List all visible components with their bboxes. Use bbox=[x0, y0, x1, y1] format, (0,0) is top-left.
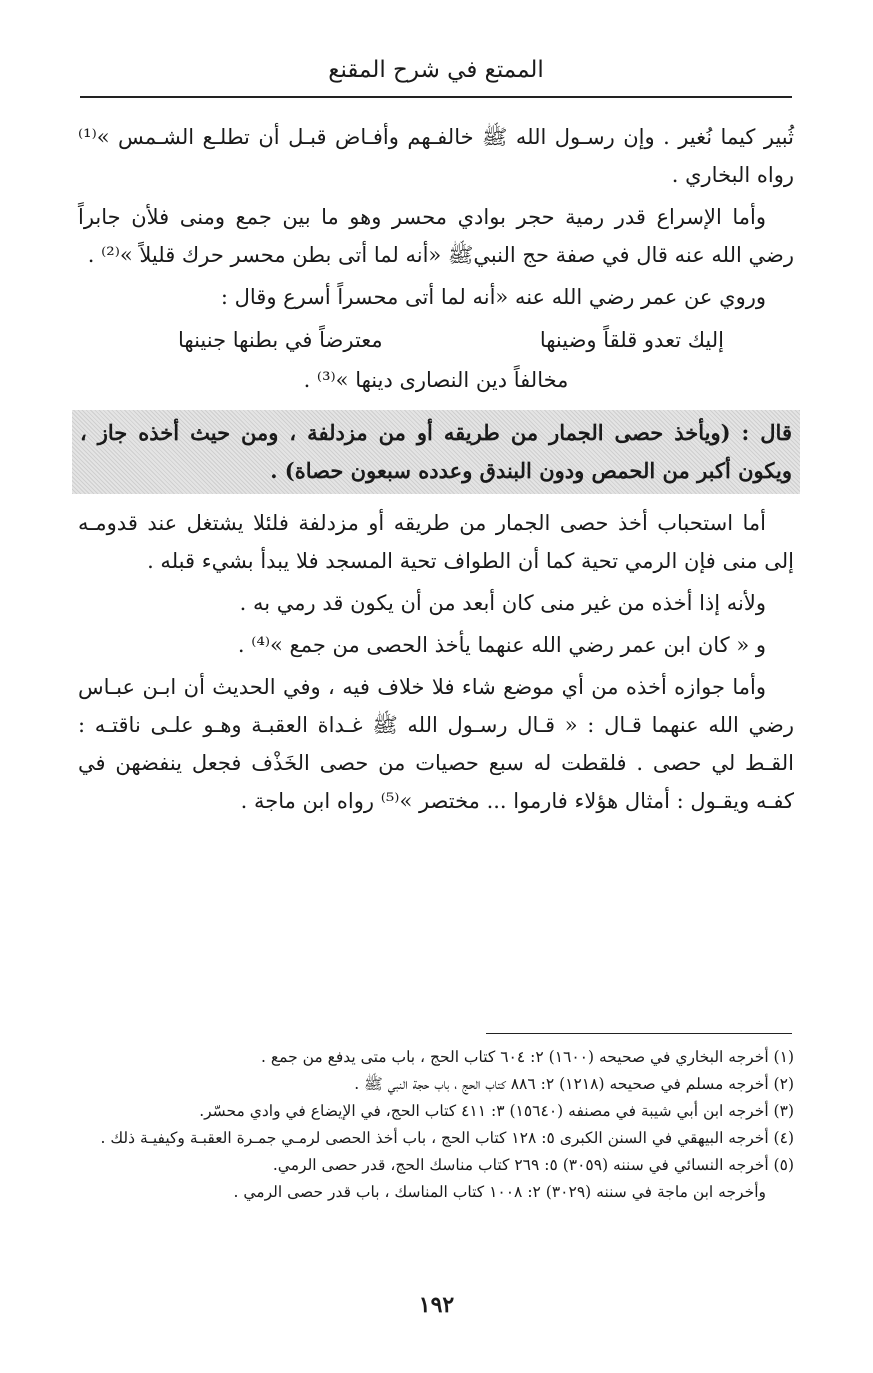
paragraph-1: ثُبير كيما نُغير . وإن رسـول الله ﷺ خالفـهم وأفـاض قبـل أن تطلـع الشـمس »⁽¹⁾ رواه البخاري . bbox=[78, 125, 794, 187]
footnote-4: (٤) أخرجه البيهقي في السنن الكبرى ٥: ١٢٨ كتاب الحج ، باب أخذ الحصى لرمـي جمـرة العقبـة وكيفيـة ذلك . bbox=[100, 1129, 794, 1147]
footnote-2: (٢) أخرجه مسلم في صحيحه (١٢١٨) ٢: ٨٨٦ كتاب الحج ، باب حجة النبي ﷺ . bbox=[354, 1075, 794, 1093]
matn-highlight: قال : (ويأخذ حصى الجمار من طريقه أو من مزدلفة ، ومن حيث أخذه جاز ، ويكون أكبر من الحمص ودون البندق وعدده سبعون حصاة) . bbox=[72, 410, 800, 494]
footnote-5-continued: وأخرجه ابن ماجة في سننه (٣٠٢٩) ٢: ١٠٠٨ كتاب المناسك ، باب قدر حصى الرمي . bbox=[233, 1183, 766, 1201]
footnote-5: (٥) أخرجه النسائي في سننه (٣٠٥٩) ٥: ٢٦٩ كتاب مناسك الحج، قدر حصى الرمي. bbox=[272, 1156, 794, 1174]
paragraph-4: أما استحباب أخذ حصى الجمار من طريقه أو مزدلفة فلئلا يشتغل عند قدومـه إلى منى فإن الرمي تحية كما أن الطواف تحية المسجد فلا يبدأ بشيء قبله . bbox=[78, 511, 794, 573]
page-number: ١٩٢ bbox=[418, 1292, 455, 1318]
paragraph-5: ولأنه إذا أخذه من غير منى كان أبعد من أن يكون قد رمي به . bbox=[239, 591, 766, 615]
footnote-rule bbox=[486, 1033, 792, 1034]
paragraph-2: وأما الإسراع قدر رمية حجر بوادي محسر وهو ما بين جمع ومنى فلأن جابراً رضي الله عنه قال في صفة حج النبيﷺ «أنه لما أتى بطن محسر حرك قليلاً »⁽²⁾ . bbox=[78, 205, 794, 267]
footnote-3: (٣) أخرجه ابن أبي شيبة في مصنفه (١٥٦٤٠) ٣: ٤١١ كتاب الحج، في الإيضاع في وادي محسّر. bbox=[199, 1102, 794, 1120]
main-text bbox=[78, 118, 794, 824]
running-header: الممتع في شرح المقنع bbox=[328, 57, 544, 83]
verse-line-2: مخالفاً دين النصارى دينها »⁽³⁾ . bbox=[303, 368, 569, 392]
header-rule bbox=[80, 96, 792, 98]
footnotes bbox=[78, 1044, 794, 1206]
paragraph-7: وأما جوازه أخذه من أي موضع شاء فلا خلاف فيه ، وفي الحديث أن ابـن عبـاس رضي الله عنهما قـال : « قـال رسـول الله ﷺ غـداة العقبـة وهـو علـى ناقتـه : القـط لي حصى . فلقطت له سبع حصيات من حصى الخَذْف فجعل ينفضهن في كفـه ويقـول : أمثال هؤلاء فارموا ... مختصر »⁽⁵⁾ رواه ابن ماجة . bbox=[78, 675, 794, 813]
verse-line-1 bbox=[78, 320, 794, 360]
paragraph-6: و « كان ابن عمر رضي الله عنهما يأخذ الحصى من جمع »⁽⁴⁾ . bbox=[237, 633, 766, 657]
paragraph-3: وروي عن عمر رضي الله عنه «أنه لما أتى محسراً أسرع وقال : bbox=[220, 285, 766, 309]
verse-hemistich-right: إليك تعدو قلقاً وضينها bbox=[539, 328, 724, 352]
verse-hemistich-left: معترضاً في بطنها جنينها bbox=[178, 328, 383, 352]
footnote-1: (١) أخرجه البخاري في صحيحه (١٦٠٠) ٢: ٦٠٤ كتاب الحج ، باب متى يدفع من جمع . bbox=[261, 1048, 794, 1066]
